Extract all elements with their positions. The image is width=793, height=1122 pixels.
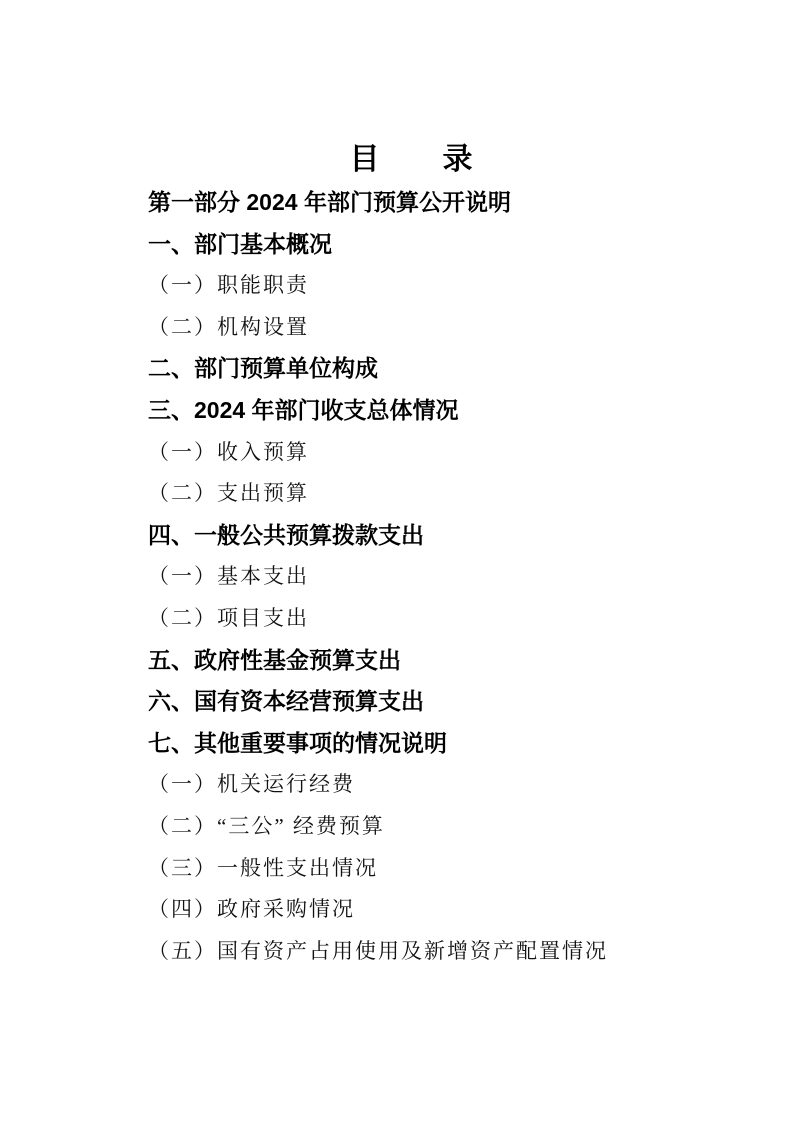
toc-item-section-1: 一、部门基本概况 bbox=[148, 230, 332, 257]
toc-item-sub-7-4: （四）政府采购情况 bbox=[148, 897, 355, 922]
toc-item-sub-4-1: （一）基本支出 bbox=[148, 564, 309, 589]
toc-item-sub-7-1: （一）机关运行经费 bbox=[148, 772, 355, 797]
toc-item-section-2: 二、部门预算单位构成 bbox=[148, 355, 378, 382]
toc-item-sub-3-2: （二）支出预算 bbox=[148, 481, 309, 506]
toc-item-sub-4-2: （二）项目支出 bbox=[148, 605, 309, 630]
toc-item-sub-3-1: （一）收入预算 bbox=[148, 439, 309, 464]
toc-item-sub-7-5: （五）国有资产占用使用及新增资产配置情况 bbox=[148, 938, 608, 963]
toc-item-section-4: 四、一般公共预算拨款支出 bbox=[148, 521, 424, 548]
toc-item-part-1: 第一部分 2024 年部门预算公开说明 bbox=[148, 189, 511, 215]
toc-item-sub-1-1: （一）职能职责 bbox=[148, 273, 309, 298]
toc-item-sub-7-3: （三）一般性支出情况 bbox=[148, 855, 378, 880]
toc-item-section-7: 七、其他重要事项的情况说明 bbox=[148, 729, 447, 756]
toc-item-sub-7-2: （二）“三公” 经费预算 bbox=[148, 813, 385, 838]
toc-item-section-5: 五、政府性基金预算支出 bbox=[148, 646, 401, 673]
page-title: 目 录 bbox=[349, 143, 474, 176]
toc-item-sub-1-2: （二）机构设置 bbox=[148, 314, 309, 339]
toc-item-section-3: 三、2024 年部门收支总体情况 bbox=[148, 396, 459, 423]
toc-item-section-6: 六、国有资本经营预算支出 bbox=[148, 688, 424, 715]
